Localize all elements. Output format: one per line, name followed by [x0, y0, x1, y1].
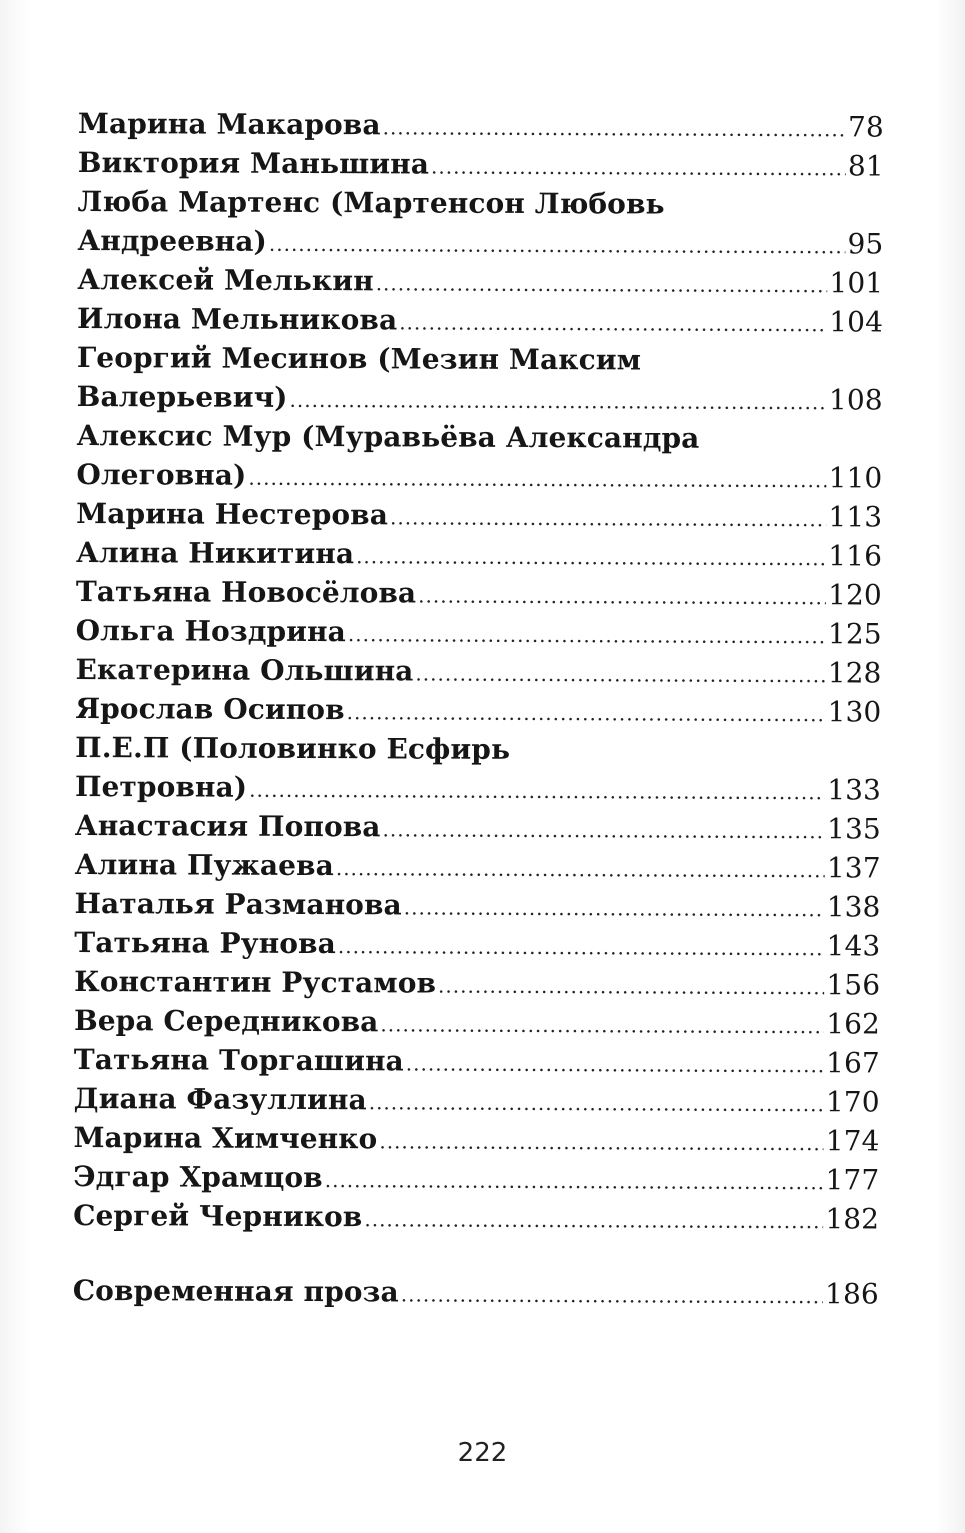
- author-name: Алина Пужаева: [74, 847, 334, 883]
- toc-entry-line: [73, 1157, 879, 1200]
- toc-page-number: 167: [826, 1046, 880, 1080]
- section-title: Современная проза: [72, 1273, 399, 1309]
- dot-leader: [418, 585, 826, 607]
- toc-page-number: 156: [826, 968, 881, 1002]
- toc-entry: [77, 299, 883, 342]
- toc-entry: [74, 884, 880, 927]
- author-name: Петровна): [74, 769, 248, 804]
- toc-entry-line: [74, 962, 880, 1005]
- toc-entry-line: [74, 1001, 880, 1044]
- author-name: Диана Фазуллина: [73, 1081, 367, 1117]
- toc-entry: [74, 1001, 880, 1044]
- toc-page-number: 81: [847, 149, 884, 183]
- toc-entry: [75, 845, 881, 888]
- author-name: Люба Мартенс (Мартенсон Любовь: [77, 184, 665, 221]
- toc-page-number: 170: [825, 1085, 880, 1119]
- toc-page-number: 110: [828, 461, 883, 495]
- toc-section-entry: [73, 1271, 879, 1314]
- author-name: Алексис Мур (Муравьёва Александра: [76, 418, 700, 455]
- author-name: Константин Рустамов: [74, 964, 437, 1000]
- toc-entry-line: [75, 806, 881, 849]
- toc-entry: [73, 1157, 879, 1200]
- toc-entry-leading-line: [77, 182, 883, 225]
- dot-leader: [399, 312, 827, 334]
- author-name: Олеговна): [76, 457, 247, 492]
- toc-entry-line: [75, 845, 881, 888]
- author-name: Алексей Мелькин: [77, 262, 374, 298]
- toc-page-number: 138: [826, 890, 881, 924]
- dot-leader: [415, 663, 825, 685]
- toc-entry: [74, 1040, 880, 1083]
- author-name: Валерьевич): [76, 379, 288, 414]
- toc-page-number: 186: [824, 1277, 879, 1311]
- author-name: Вера Середникова: [73, 1003, 379, 1039]
- toc-entry-line: [77, 377, 883, 420]
- toc-entry-line: [78, 104, 884, 147]
- toc-page-number: 108: [828, 383, 883, 417]
- toc-entry-line: [76, 572, 882, 615]
- toc-page-number: 125: [827, 617, 882, 651]
- author-name: Георгий Месинов (Мезин Максим: [76, 340, 642, 377]
- toc-page-number: 133: [827, 773, 882, 807]
- toc-entry-line: [76, 611, 882, 654]
- dot-leader: [325, 1170, 824, 1192]
- dot-leader: [406, 1053, 824, 1075]
- toc-page-number: 104: [829, 305, 884, 339]
- dot-leader: [380, 1014, 824, 1036]
- dot-leader: [376, 273, 828, 295]
- dot-leader: [383, 117, 847, 139]
- toc-entry: [75, 728, 881, 810]
- toc-entry: [74, 962, 880, 1005]
- author-name: Анастасия Попова: [74, 808, 381, 844]
- toc-page-number: 162: [826, 1007, 881, 1041]
- dot-leader: [404, 897, 825, 919]
- toc-entry-line: [74, 923, 880, 966]
- toc-page-number: 128: [827, 656, 882, 690]
- toc-entry-leading-line: [76, 416, 882, 459]
- dot-leader: [348, 624, 826, 646]
- author-name: Ольга Ноздрина: [75, 613, 347, 649]
- toc-page-number: 182: [825, 1202, 880, 1236]
- toc-entry: [73, 1196, 879, 1239]
- toc-entry: [73, 1118, 879, 1161]
- toc-entry-line: [77, 299, 883, 342]
- page-number: 222: [457, 1438, 508, 1468]
- toc-page-number: 143: [826, 929, 881, 963]
- toc-entry: [77, 338, 883, 420]
- toc-entry-line: [74, 1040, 880, 1083]
- author-name: Татьяна Рунова: [74, 925, 336, 961]
- toc-page-number: 113: [828, 500, 883, 534]
- table-of-contents: [73, 104, 884, 1314]
- author-name: Татьяна Новосёлова: [75, 574, 417, 610]
- author-name: Сергей Черников: [73, 1198, 363, 1234]
- author-name: Наталья Разманова: [74, 886, 402, 922]
- toc-entry-line: [73, 1271, 879, 1314]
- toc-entry-line: [73, 1196, 879, 1239]
- toc-entry: [76, 494, 882, 537]
- toc-entry-line: [77, 221, 883, 264]
- toc-entry-line: [74, 884, 880, 927]
- dot-leader: [364, 1209, 823, 1231]
- toc-entry: [75, 689, 881, 732]
- toc-entry: [75, 650, 881, 693]
- dot-leader: [431, 157, 846, 179]
- toc-entry: [77, 260, 883, 303]
- toc-page-number: 95: [847, 227, 884, 261]
- toc-page-number: 101: [829, 266, 884, 300]
- toc-entry-line: [76, 455, 882, 498]
- dot-leader: [438, 976, 824, 998]
- dot-leader: [401, 1284, 823, 1306]
- toc-entry-line: [76, 494, 882, 537]
- toc-entry: [74, 923, 880, 966]
- toc-entry-line: [75, 650, 881, 693]
- toc-page-number: 120: [828, 578, 882, 612]
- toc-entry-line: [77, 260, 883, 303]
- dot-leader: [338, 936, 825, 958]
- author-name: Виктория Маньшина: [77, 145, 430, 181]
- toc-page-number: 137: [826, 851, 881, 885]
- toc-entry: [75, 806, 881, 849]
- toc-entry: [78, 143, 884, 186]
- dot-leader: [383, 819, 826, 841]
- author-name: Татьяна Торгашина: [73, 1042, 404, 1078]
- dot-leader: [369, 1092, 824, 1114]
- toc-page-number: 177: [825, 1163, 880, 1197]
- toc-page-number: 130: [827, 695, 882, 729]
- toc-entry-line: [73, 1118, 879, 1161]
- toc-entry: [76, 533, 882, 576]
- dot-leader: [390, 507, 827, 529]
- dot-leader: [249, 780, 825, 803]
- dot-leader: [336, 858, 825, 880]
- toc-page-number: 78: [847, 110, 884, 144]
- author-name: Ярослав Осипов: [75, 691, 345, 727]
- dot-leader: [248, 468, 826, 491]
- dot-leader: [356, 546, 826, 568]
- author-name: Марина Химченко: [73, 1120, 378, 1156]
- author-name: Екатерина Ольшина: [75, 652, 414, 688]
- toc-entry-line: [76, 533, 882, 576]
- toc-entry-line: [78, 143, 884, 186]
- toc-entry: [76, 611, 882, 654]
- toc-entry: [74, 1079, 880, 1122]
- toc-entry: [77, 182, 883, 264]
- toc-entry-leading-line: [77, 338, 883, 381]
- toc-entry: [76, 416, 882, 498]
- dot-leader: [347, 702, 826, 724]
- author-name: Марина Макарова: [77, 106, 381, 142]
- dot-leader: [269, 234, 846, 257]
- toc-page-number: 174: [825, 1124, 880, 1158]
- toc-entry-leading-line: [75, 728, 881, 771]
- author-name: П.Е.П (Половинко Есфирь: [75, 730, 511, 766]
- author-name: Эдгар Храмцов: [73, 1159, 323, 1195]
- toc-page-number: 135: [827, 812, 881, 846]
- toc-entry-line: [75, 767, 881, 810]
- dot-leader: [379, 1131, 823, 1153]
- author-name: Алина Никитина: [75, 535, 355, 571]
- author-name: Илона Мельникова: [76, 301, 398, 337]
- author-name: Андреевна): [77, 223, 267, 258]
- toc-entry-line: [75, 689, 881, 732]
- toc-entry: [76, 572, 882, 615]
- toc-entry-line: [74, 1079, 880, 1122]
- toc-entry: [78, 104, 884, 147]
- author-name: Марина Нестерова: [76, 496, 389, 532]
- toc-page-number: 116: [828, 539, 883, 573]
- dot-leader: [289, 390, 827, 412]
